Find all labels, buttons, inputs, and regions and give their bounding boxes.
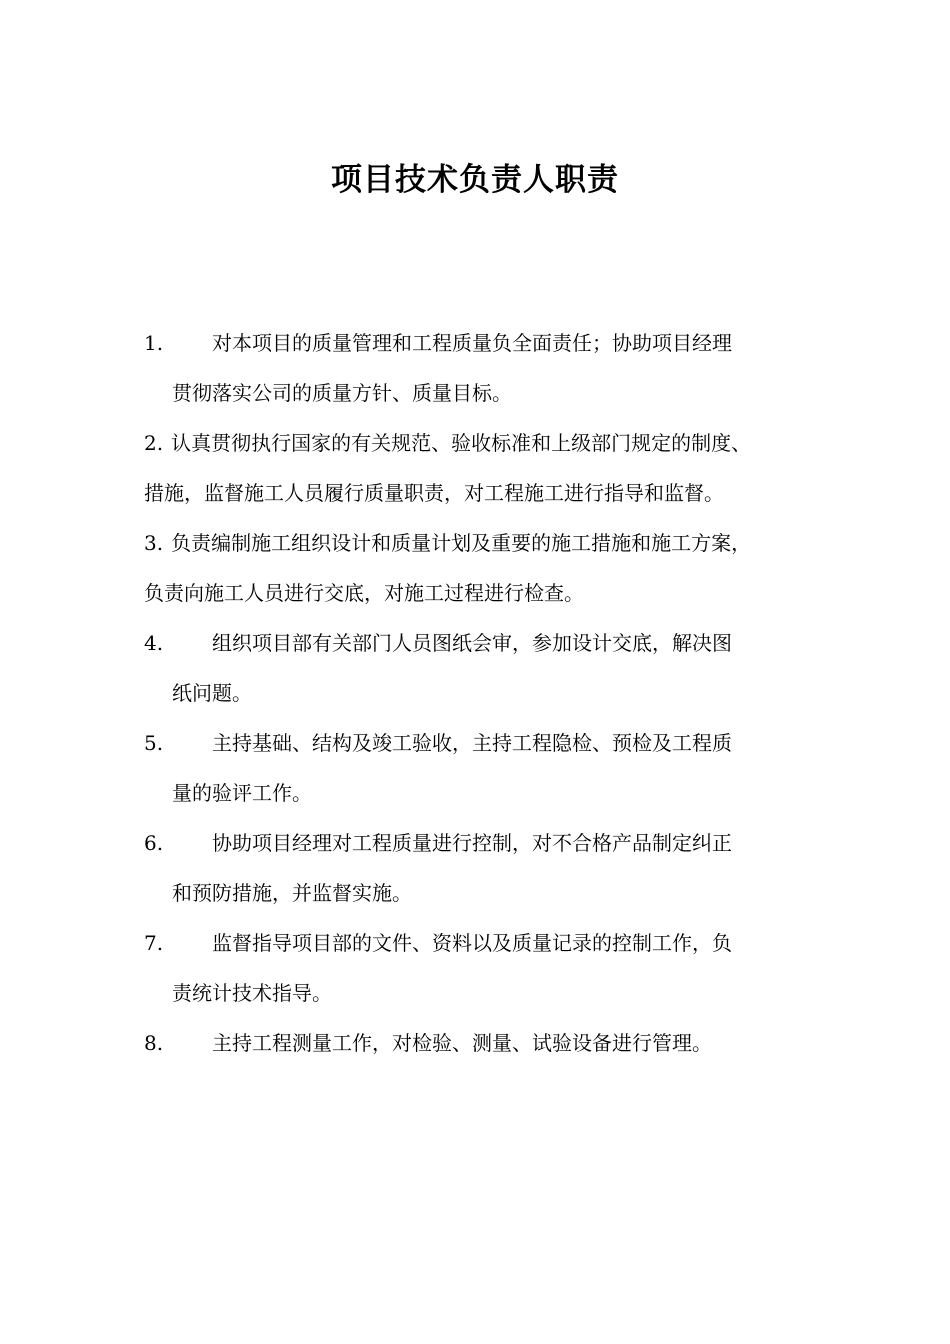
list-item-1 — [144, 318, 844, 418]
list-item-3 — [144, 518, 844, 618]
item-text: 认真贯彻执行国家的有关规范、验收标准和上级部门规定的制度、 — [171, 431, 752, 455]
list-item-line — [144, 818, 844, 868]
item-text-continuation: 和预防措施，并监督实施。 — [172, 881, 412, 905]
list-item-6 — [144, 818, 844, 918]
item-text: 主持基础、结构及竣工验收，主持工程隐检、预检及工程质 — [212, 731, 732, 755]
list-item-8 — [144, 1018, 844, 1068]
list-item-line — [144, 518, 844, 568]
item-number: 4. — [144, 631, 164, 655]
item-text-continuation: 贯彻落实公司的质量方针、质量目标。 — [172, 381, 512, 405]
item-text-continuation: 责统计技术指导。 — [172, 981, 332, 1005]
list-item-4 — [144, 618, 844, 718]
item-number: 3. — [144, 531, 164, 555]
list-item-line — [144, 1018, 844, 1068]
item-number: 5. — [144, 731, 164, 755]
item-text-continuation: 措施，监督施工人员履行质量职责，对工程施工进行指导和监督。 — [144, 481, 724, 505]
item-number: 7. — [144, 931, 164, 955]
item-number: 8. — [144, 1031, 164, 1055]
item-text: 对本项目的质量管理和工程质量负全面责任；协助项目经理 — [212, 331, 732, 355]
item-text: 负责编制施工组织设计和质量计划及重要的施工措施和施工方案， — [171, 531, 752, 555]
item-text: 主持工程测量工作，对检验、测量、试验设备进行管理。 — [212, 1031, 712, 1055]
list-item-line — [144, 318, 844, 368]
list-item-2 — [144, 418, 844, 518]
item-text: 协助项目经理对工程质量进行控制，对不合格产品制定纠正 — [212, 831, 732, 855]
list-item-5 — [144, 718, 844, 818]
item-number: 6. — [144, 831, 164, 855]
list-item-line — [144, 718, 844, 768]
list-item-7 — [144, 918, 844, 1018]
item-number: 2. — [144, 431, 164, 455]
responsibility-list — [144, 318, 844, 1068]
list-item-line — [144, 918, 844, 968]
item-text: 监督指导项目部的文件、资料以及质量记录的控制工作，负 — [212, 931, 732, 955]
item-text-continuation: 负责向施工人员进行交底，对施工过程进行检查。 — [144, 581, 584, 605]
item-number: 1. — [144, 331, 164, 355]
list-item-line — [144, 418, 844, 468]
item-text-continuation: 量的验评工作。 — [172, 781, 312, 805]
item-text-continuation: 纸问题。 — [172, 681, 252, 705]
list-item-line — [144, 618, 844, 668]
document-title: 项目技术负责人职责 — [331, 162, 619, 198]
item-text: 组织项目部有关部门人员图纸会审，参加设计交底，解决图 — [212, 631, 732, 655]
